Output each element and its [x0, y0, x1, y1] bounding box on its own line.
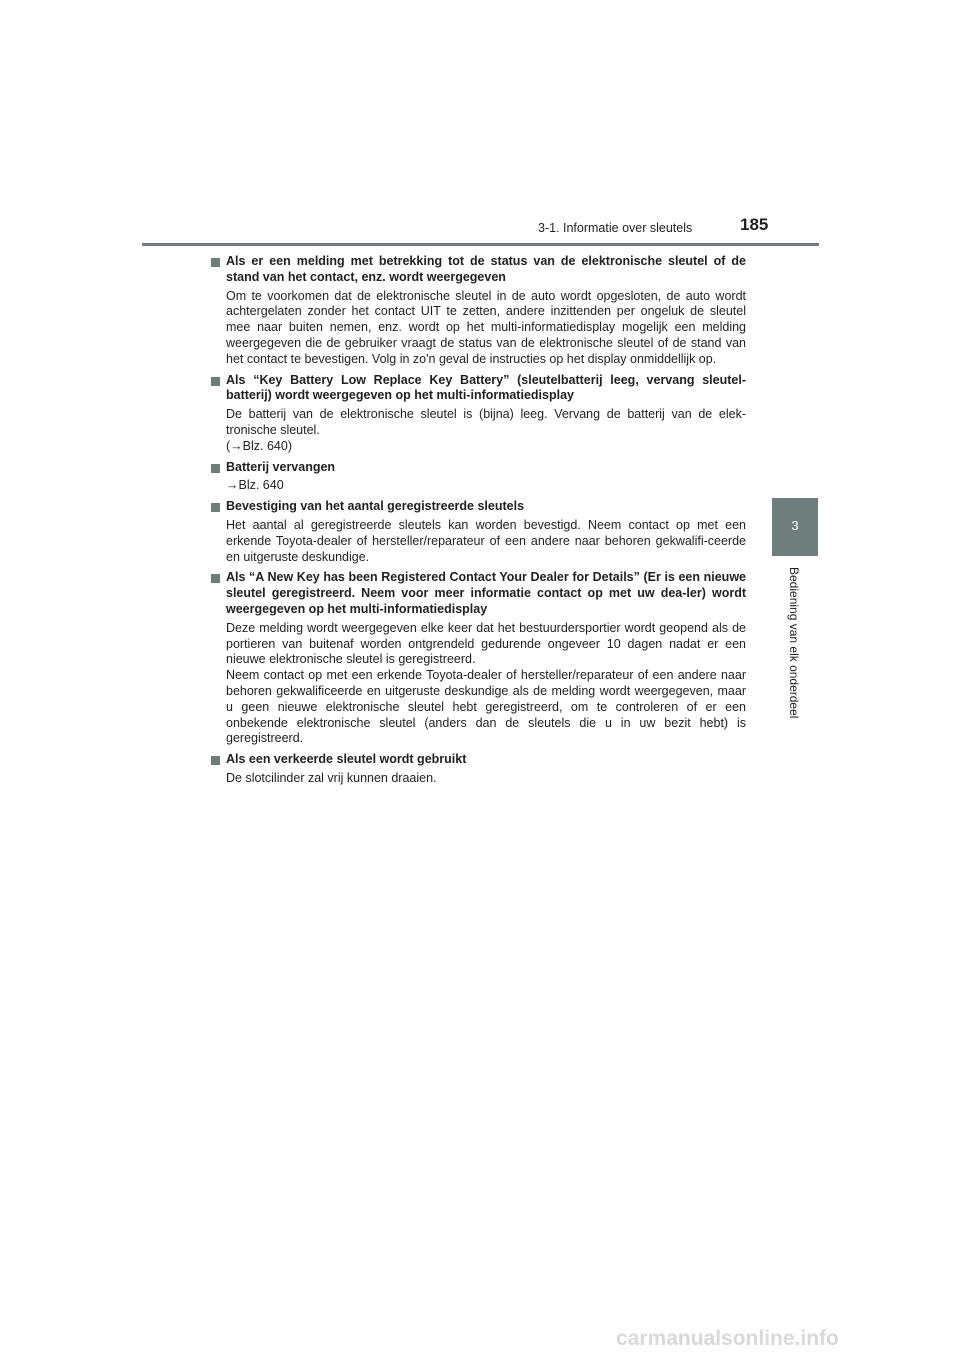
item-text: De batterij van de elektronische sleutel is (bijna) leeg. Vervang de batterij van de elek-tronische sleutel. [226, 407, 746, 437]
item-heading: Batterij vervangen [226, 459, 336, 474]
square-bullet-icon [211, 503, 220, 512]
item-heading: Als “Key Battery Low Replace Key Battery” (sleutelbatterij leeg, vervang sleutel-batterij) wordt weergegeven op het multi-informatiedisplay [226, 372, 746, 403]
page-reference: (→Blz. 640) [226, 438, 292, 453]
item-heading: Als “A New Key has been Registered Contact Your Dealer for Details” (Er is een nieuwe sleutel geregistreerd. Neem voor meer informatie contact op met uw dea-ler) wordt weergegeven op het multi-informatiedisplay [226, 570, 746, 616]
chapter-tab [772, 498, 818, 556]
item-heading: Bevestiging van het aantal geregistreerde sleutels [226, 499, 525, 514]
page-reference: →Blz. 640 [226, 478, 284, 493]
info-item [211, 373, 746, 455]
item-text: De slotcilinder zal vrij kunnen draaien. [226, 770, 437, 785]
item-heading: Als een verkeerde sleutel wordt gebruikt [226, 752, 467, 767]
square-bullet-icon [211, 574, 220, 583]
item-text: Neem contact op met een erkende Toyota-dealer of hersteller/reparateur of een andere naar behoren gekwalificeerde en uitgeruste deskundige als de melding wordt weergegeven, maar u geen nieuwe elektronische sleutel hebt geregistreerd, om te controleren of er een onbekende elektronische sleutel (anders dan de sleutels die u in uw bezit hebt) is geregistreerd. [226, 668, 746, 746]
watermark: carmanualsonline.info [616, 1327, 839, 1350]
info-item [211, 460, 746, 495]
section-title: 3-1. Informatie over sleutels [538, 221, 693, 235]
info-item [211, 752, 746, 787]
info-item [211, 570, 746, 747]
square-bullet-icon [211, 258, 220, 267]
page-number: 185 [740, 215, 769, 234]
item-text: Om te voorkomen dat de elektronische sleutel in de auto wordt opgesloten, de auto wordt achtergelaten zonder het contact UIT te zetten, andere inzittenden per ongeluk de sleutel mee naar buiten nemen, enz. wordt op het multi-informatiedisplay mogelijk een melding weergegeven die de gebruiker vraagt de status van de elektronische sleutel of de stand van het contact te bevestigen. Volg in zo'n geval de instructies op het display onmiddellijk op. [226, 288, 746, 366]
square-bullet-icon [211, 464, 220, 473]
content-body [211, 254, 746, 792]
header-divider [142, 243, 819, 246]
chapter-number: 3 [791, 518, 799, 533]
square-bullet-icon [211, 756, 220, 765]
info-item [211, 254, 746, 368]
chapter-title: Bediening van elk onderdeel [787, 567, 801, 719]
info-item [211, 499, 746, 565]
square-bullet-icon [211, 377, 220, 386]
item-heading: Als er een melding met betrekking tot de status van de elektronische sleutel of de stand van het contact, enz. wordt weergegeven [226, 254, 746, 284]
item-text: Het aantal al geregistreerde sleutels kan worden bevestigd. Neem contact op met een erkende Toyota-dealer of hersteller/reparateur of een andere naar behoren gekwalifi-ceerde en uitgeruste deskundige. [226, 517, 746, 564]
item-text: Deze melding wordt weergegeven elke keer dat het bestuurdersportier wordt geopend als de portieren van buitenaf worden ontgrendeld gedurende ongeveer 10 dagen nadat er een nieuwe elektronische sleutel is geregistreerd. [226, 620, 746, 667]
